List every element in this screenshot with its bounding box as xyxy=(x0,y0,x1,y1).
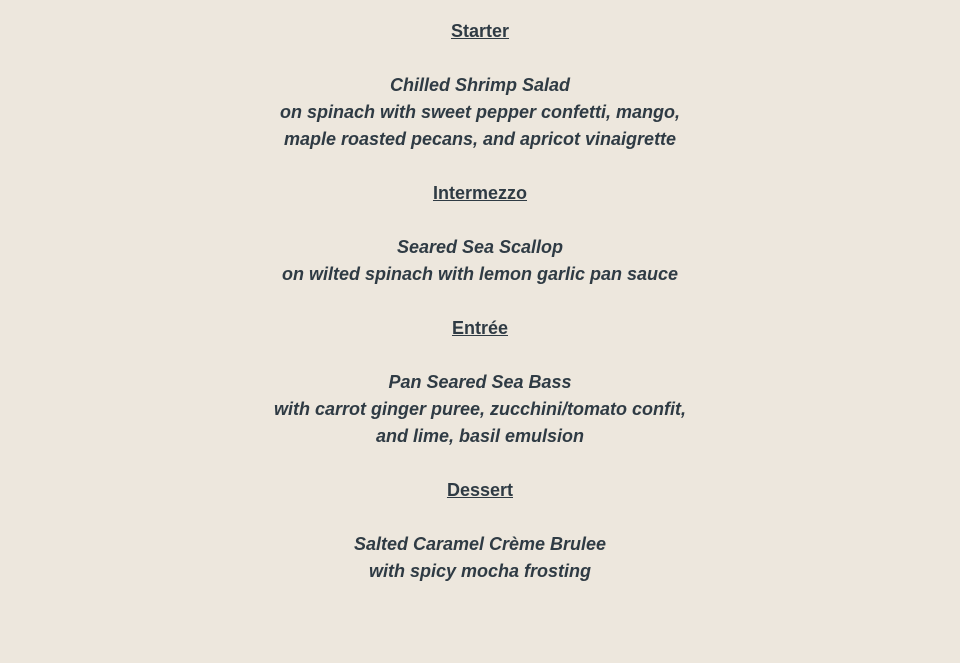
dish-name-intermezzo: Seared Sea Scallop xyxy=(396,237,564,257)
spacer xyxy=(0,504,960,531)
dish-name-starter: Chilled Shrimp Salad xyxy=(389,75,571,95)
course-heading-intermezzo: Intermezzo xyxy=(432,183,528,203)
course-heading-starter: Starter xyxy=(450,21,510,41)
spacer xyxy=(0,288,960,315)
spacer xyxy=(0,450,960,477)
dish-name-dessert: Salted Caramel Crème Brulee xyxy=(353,534,607,554)
spacer xyxy=(0,342,960,369)
dish-description-starter-line1: on spinach with sweet pepper confetti, mango, xyxy=(279,102,681,122)
course-heading-entree: Entrée xyxy=(451,318,509,338)
dish-description-intermezzo-line1: on wilted spinach with lemon garlic pan sauce xyxy=(281,264,679,284)
spacer xyxy=(0,45,960,72)
dish-description-dessert-line1: with spicy mocha frosting xyxy=(368,561,592,581)
menu-card xyxy=(0,18,960,585)
spacer xyxy=(0,153,960,180)
spacer xyxy=(0,207,960,234)
dish-description-entree-line2: and lime, basil emulsion xyxy=(375,426,585,446)
dish-name-entree: Pan Seared Sea Bass xyxy=(388,372,572,392)
course-heading-dessert: Dessert xyxy=(446,480,514,500)
dish-description-entree-line1: with carrot ginger puree, zucchini/tomato confit, xyxy=(273,399,687,419)
dish-description-starter-line2: maple roasted pecans, and apricot vinaigrette xyxy=(283,129,677,149)
